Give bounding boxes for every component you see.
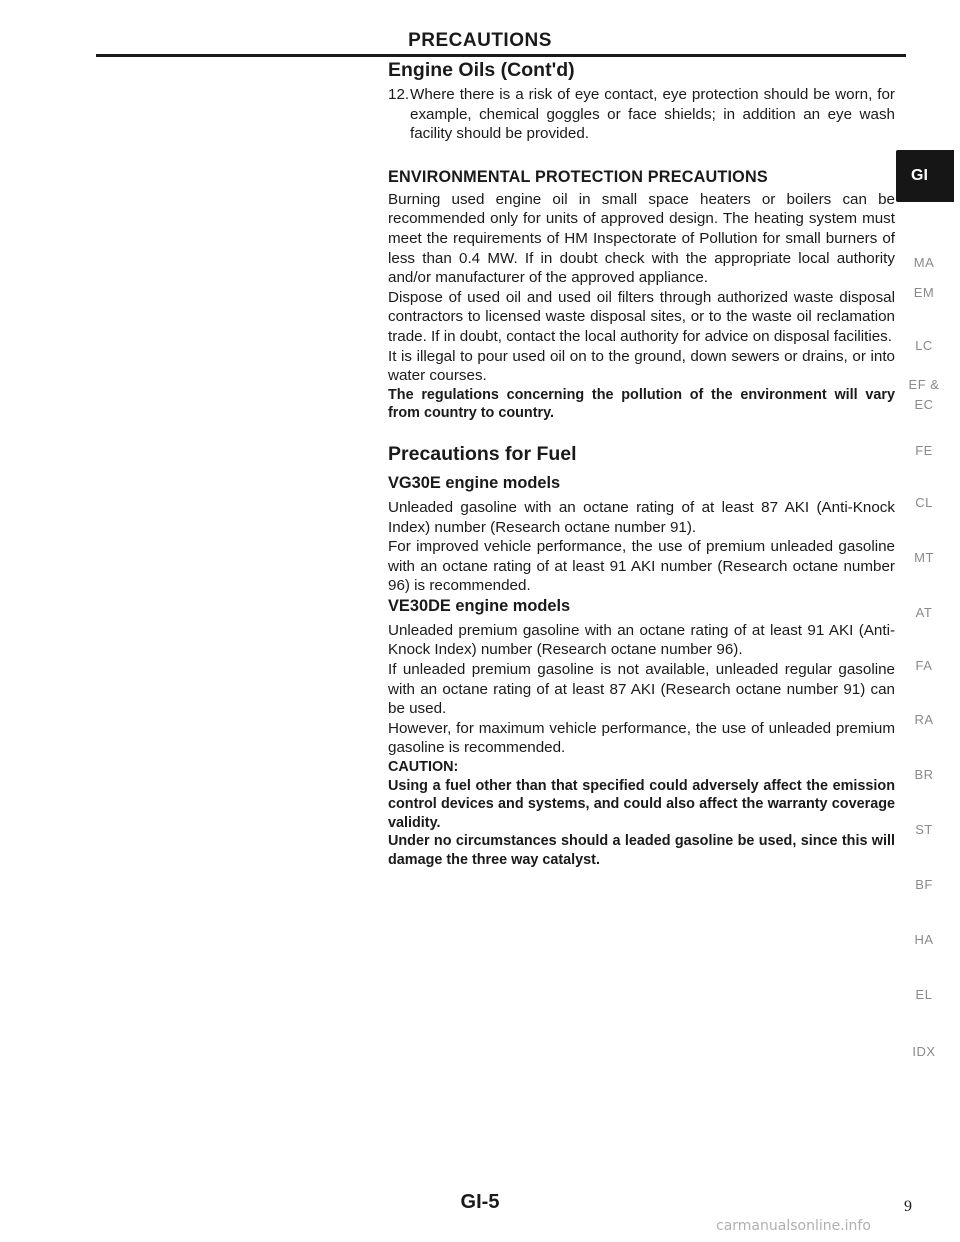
tab-st[interactable]: ST (915, 822, 933, 837)
tab-cl[interactable]: CL (915, 495, 933, 510)
watermark-text: carmanualsonline.info (716, 1218, 871, 1234)
caution-label: CAUTION: (388, 759, 459, 776)
main-content (388, 57, 895, 870)
tab-bf[interactable]: BF (915, 877, 933, 892)
list-item (388, 85, 895, 144)
tab-gi[interactable]: GI (896, 150, 954, 202)
ve30de-paragraph-2: If unleaded premium gasoline is not available, unleaded regular gasoline with an octane rating of at least 87 AKI (Research octane number 91) can be used. (388, 661, 895, 718)
vg30e-paragraph-2: For improved vehicle performance, the use of premium unleaded gasoline with an octane rating of at least 91 AKI number (Research octane number 96) is recommended. (388, 538, 895, 595)
vg30e-heading: VG30E engine models (388, 473, 561, 492)
page-number: 9 (904, 1198, 912, 1215)
tab-br[interactable]: BR (914, 767, 934, 782)
environmental-paragraph-3: It is illegal to pour used oil on to the ground, down sewers or drains, or into water courses. (388, 347, 895, 385)
ve30de-paragraph-3: However, for maximum vehicle performance, the use of unleaded premium gasoline is recommended. (388, 719, 895, 757)
caution-text-2: Under no circumstances should a leaded gasoline be used, since this will damage the three way catalyst. (388, 833, 895, 868)
item-text: Where there is a risk of eye contact, eye protection should be worn, for example, chemical goggles or face shields; in addition an eye wash facility should be provided. (410, 86, 895, 143)
ve30de-heading: VE30DE engine models (388, 596, 571, 615)
tab-lc[interactable]: LC (915, 338, 933, 353)
tab-em[interactable]: EM (913, 285, 935, 300)
page-code: GI-5 (460, 1191, 500, 1213)
page-header-title: PRECAUTIONS (408, 30, 552, 51)
tab-mt[interactable]: MT (914, 550, 934, 565)
tab-ma[interactable]: MA (913, 255, 935, 270)
vg30e-paragraph-1: Unleaded gasoline with an octane rating of at least 87 AKI (Anti-Knock Index) number (Research octane number 91). (388, 498, 895, 536)
tab-fa[interactable]: FA (915, 658, 933, 673)
item-number: 12. (388, 86, 410, 103)
tab-ec[interactable]: EC (914, 397, 934, 412)
tab-fe[interactable]: FE (915, 443, 933, 458)
tab-ef[interactable]: EF & (908, 377, 940, 392)
environmental-paragraph-1: Burning used engine oil in small space heaters or boilers can be recommended only for units of approved design. The heating system must meet the requirements of HM Inspectorate of Pollution for small burners of less than 0.4 MW. If in doubt check with the appropriate local authority and/or manufacturer of the approved appliance. (388, 190, 895, 287)
ve30de-paragraph-1: Unleaded premium gasoline with an octane rating of at least 91 AKI (Anti-Knock Index) number (Research octane number 96). (388, 621, 895, 659)
tab-el[interactable]: EL (915, 987, 933, 1002)
tab-idx[interactable]: IDX (912, 1044, 936, 1059)
caution-text-1: Using a fuel other than that specified could adversely affect the emission control devices and systems, and could also affect the warranty coverage validity. (388, 777, 895, 831)
environmental-paragraph-2: Dispose of used oil and used oil filters through authorized waste disposal contractors to licensed waste disposal sites, or to the waste oil reclamation trade. If in doubt, contact the local authority for advice on disposal facilities. (388, 288, 895, 345)
environmental-regulations-note: The regulations concerning the pollution of the environment will vary from country to country. (388, 386, 895, 422)
tab-ha[interactable]: HA (914, 932, 934, 947)
engine-oils-heading: Engine Oils (Cont'd) (388, 59, 575, 81)
environmental-heading: ENVIRONMENTAL PROTECTION PRECAUTIONS (388, 167, 768, 186)
tab-ra[interactable]: RA (914, 712, 934, 727)
fuel-heading: Precautions for Fuel (388, 442, 577, 465)
tab-at[interactable]: AT (915, 605, 933, 620)
